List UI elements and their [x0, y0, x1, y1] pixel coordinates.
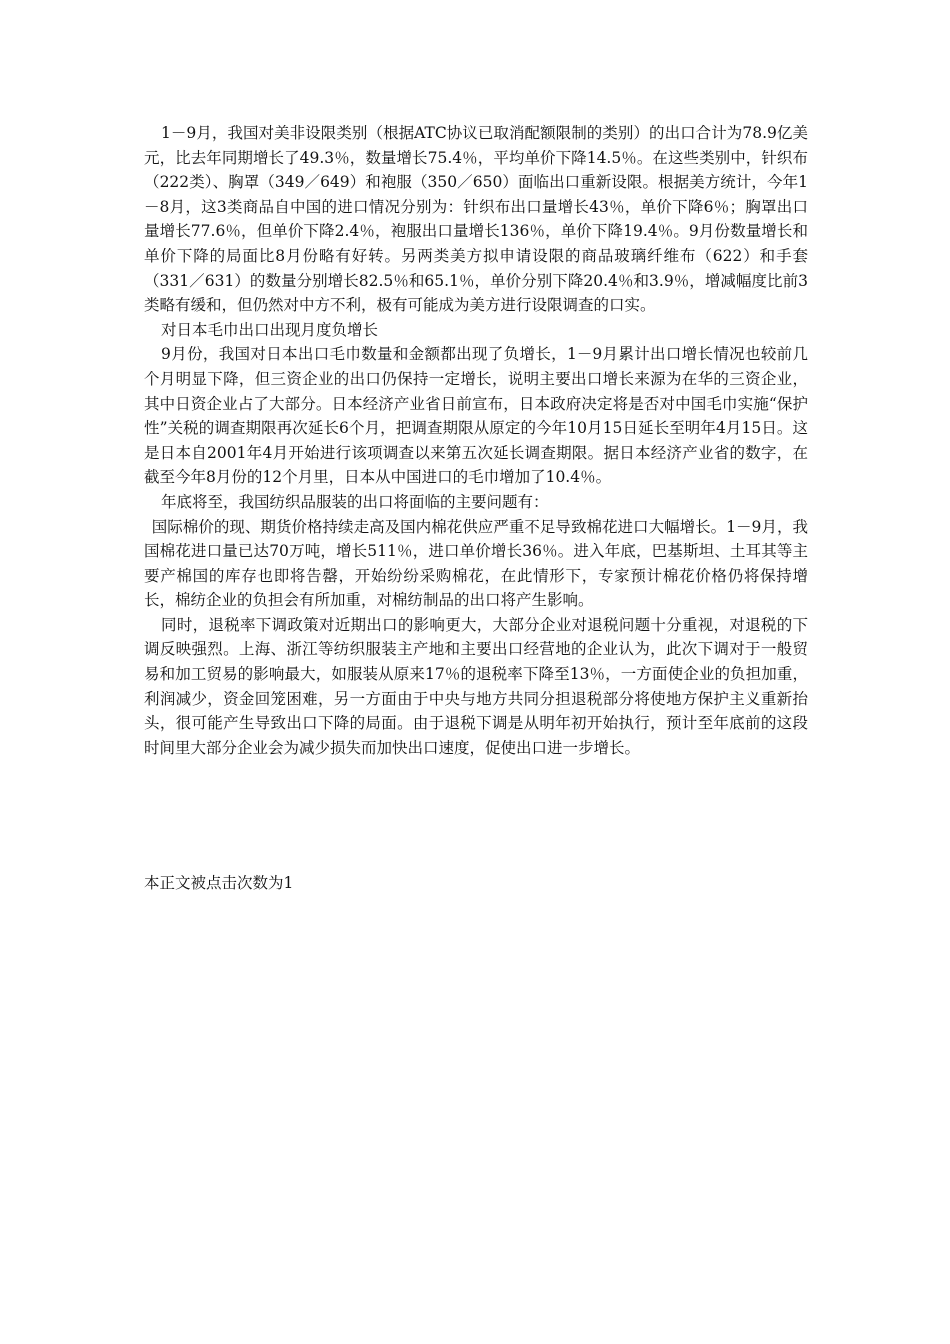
paragraph-year-end-issues: 年底将至，我国纺织品服装的出口将面临的主要问题有： — [161, 492, 549, 511]
paragraph-us-exports: 1－9月，我国对美非设限类别（根据ATC协议已取消配额限制的类别）的出口合计为78.9亿美元，比去年同期增长了49.3％，数量增长75.4％，平均单价下降14.5％。在这些类别中，针织布（222类）、胸罩（349／649）和袍服（350／650）面临出口重新设限。根据美方统计，今年1－8月，这3类商品自中国的进口情况分别为：针织布出口量增长43％，单价下降6％；胸罩出口量增长77.6％，但单价下降2.4％，袍服出口量增长136％，单价下降19.4％。9月份数量增长和单价下降的局面比8月份略有好转。另两类美方拟申请设限的商品玻璃纤维布（622）和手套（331／631）的数量分别增长82.5％和65.1％，单价分别下降20.4％和3.9％，增减幅度比前3类略有缓和，但仍然对中方不利，极有可能成为美方进行设限调查的口实。 — [144, 124, 808, 315]
article-body — [144, 121, 808, 760]
section-heading-japan-towels: 对日本毛巾出口出现月度负增长 — [161, 320, 379, 339]
paragraph-tax-rebate: 同时，退税率下调政策对近期出口的影响更大，大部分企业对退税问题十分重视，对退税的下调反映强烈。上海、浙江等纺织服装主产地和主要出口经营地的企业认为，此次下调对于一般贸易和加工贸易的影响最大，如服装从原来17％的退税率下降至13％，一方面使企业的负担加重，利润减少，资金回笼困难，另一方面由于中央与地方共同分担退税部分将使地方保护主义重新抬头，很可能产生导致出口下降的局面。由于退税下调是从明年初开始执行，预计至年底前的这段时间里大部分企业会为减少损失而加快出口速度，促使出口进一步增长。 — [144, 615, 808, 757]
paragraph-japan-towels: 9月份，我国对日本出口毛巾数量和金额都出现了负增长，1－9月累计出口增长情况也较前几个月明显下降，但三资企业的出口仍保持一定增长，说明主要出口增长来源为在华的三资企业，其中日资企业占了大部分。日本经济产业省日前宣布，日本政府决定将是否对中国毛巾实施“保护性”关税的调查期限再次延长6个月，把调查期限从原定的今年10月15日延长至明年4月15日。这是日本自2001年4月开始进行该项调查以来第五次延长调查期限。据日本经济产业省的数字，在截至今年8月份的12个月里，日本从中国进口的毛巾增加了10.4％。 — [144, 345, 808, 487]
click-count-footer: 本正文被点击次数为1 — [144, 874, 294, 892]
paragraph-cotton-prices: 国际棉价的现、期货价格持续走高及国内棉花供应严重不足导致棉花进口大幅增长。1－9月，我国棉花进口量已达70万吨，增长511％，进口单价增长36％。进入年底，巴基斯坦、土耳其等主要产棉国的库存也即将告罄，开始纷纷采购棉花，在此情形下，专家预计棉花价格仍将保持增长，棉纺企业的负担会有所加重，对棉纺制品的出口将产生影响。 — [144, 517, 808, 610]
